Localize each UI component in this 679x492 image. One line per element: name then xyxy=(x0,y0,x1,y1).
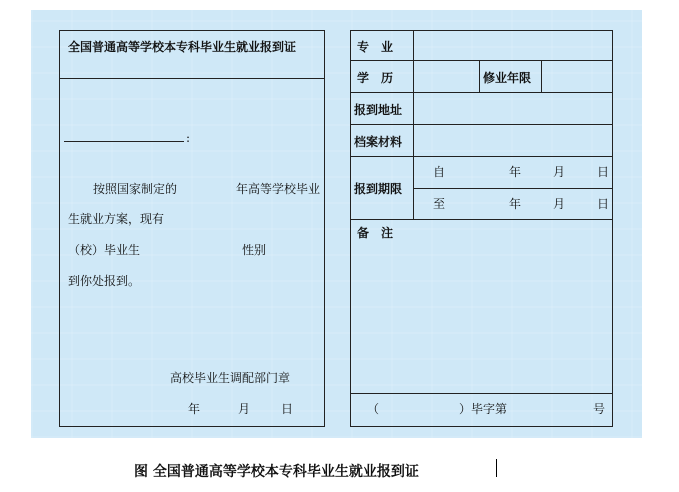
row-divider-2 xyxy=(351,92,612,93)
period-from-day: 日 xyxy=(597,165,610,179)
label-column-divider xyxy=(413,31,414,219)
archive-label: 档案材料 xyxy=(354,135,403,149)
issue-month: 月 xyxy=(238,402,251,416)
body-line3-a: （校）毕业生 xyxy=(68,243,141,257)
row-divider-1 xyxy=(351,60,612,61)
period-from-month: 月 xyxy=(553,165,566,179)
figure-caption: 图 全国普通高等学校本专科毕业生就业报到证 xyxy=(134,464,419,480)
serial-open: （ xyxy=(367,402,380,416)
period-from-label: 自 xyxy=(433,165,446,179)
degree-divider xyxy=(479,60,480,92)
issue-day: 日 xyxy=(281,402,294,416)
period-to-year: 年 xyxy=(509,197,522,211)
text-cursor xyxy=(496,459,497,477)
serial-end: 号 xyxy=(593,402,606,416)
title-divider xyxy=(60,78,324,79)
degree-label: 学 历 xyxy=(357,71,394,85)
left-panel xyxy=(59,30,325,427)
issue-year: 年 xyxy=(188,402,201,416)
period-to-label: 至 xyxy=(433,197,446,211)
recipient-colon: : xyxy=(186,131,191,145)
recipient-line xyxy=(64,141,184,142)
certificate-paper xyxy=(31,10,642,438)
row-divider-5 xyxy=(351,219,612,220)
years-label: 修业年限 xyxy=(483,71,532,85)
remarks-label: 备 注 xyxy=(357,226,394,240)
row-divider-3 xyxy=(351,124,612,125)
serial-mid: ）毕字第 xyxy=(459,402,508,416)
years-divider xyxy=(541,60,542,92)
period-to-month: 月 xyxy=(553,197,566,211)
seal-label: 高校毕业生调配部门章 xyxy=(170,371,291,385)
major-label: 专 业 xyxy=(357,40,394,54)
body-line1-a: 按照国家制定的 xyxy=(93,182,178,196)
row-divider-6 xyxy=(351,393,612,394)
body-line3-b: 性别 xyxy=(242,243,267,257)
right-panel xyxy=(350,30,613,427)
body-line1-b: 年高等学校毕业 xyxy=(236,182,321,196)
period-mid-divider xyxy=(413,188,612,189)
body-line4: 到你处报到。 xyxy=(68,274,141,288)
report-address-label: 报到地址 xyxy=(354,103,403,117)
report-period-label: 报到期限 xyxy=(354,182,403,196)
period-to-day: 日 xyxy=(597,197,610,211)
period-from-year: 年 xyxy=(509,165,522,179)
row-divider-4 xyxy=(351,156,612,157)
body-line2: 生就业方案，现有 xyxy=(68,212,165,226)
certificate-title: 全国普通高等学校本专科毕业生就业报到证 xyxy=(68,40,297,54)
